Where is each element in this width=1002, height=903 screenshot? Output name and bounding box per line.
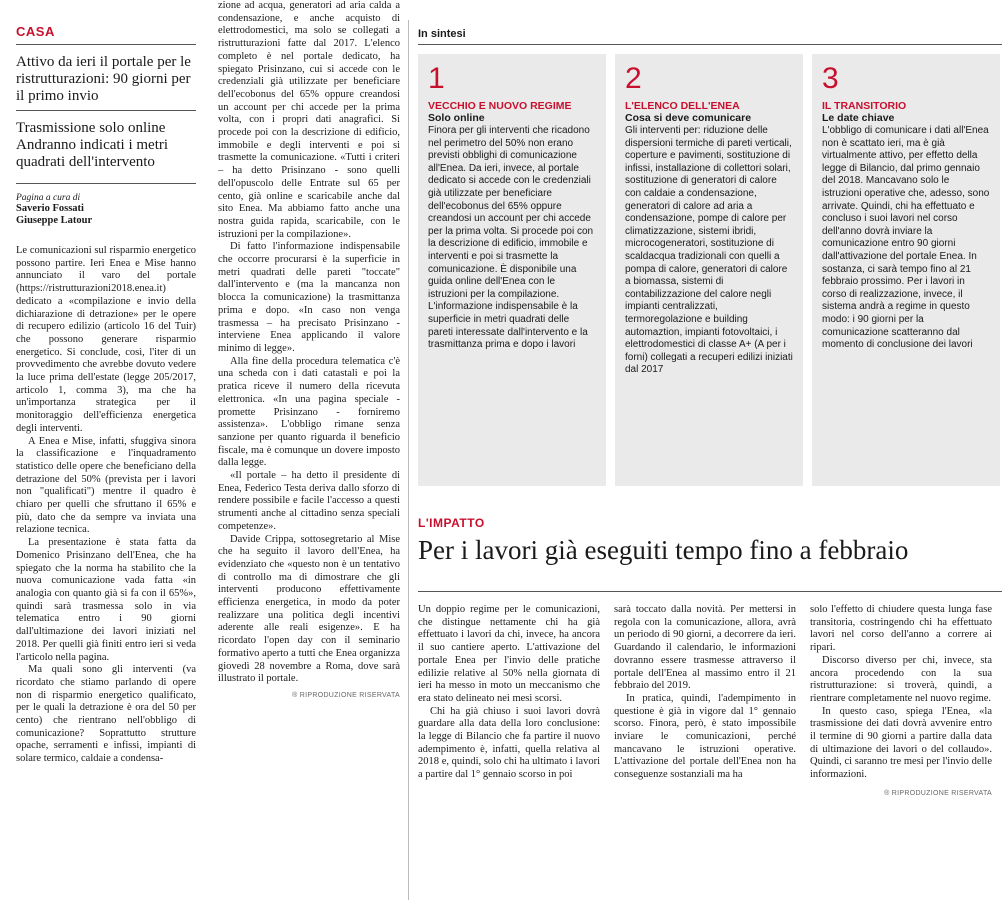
card-number: 1 — [428, 62, 445, 95]
card-number: 3 — [822, 62, 839, 95]
impatto-column — [418, 604, 600, 782]
paragraph: Discorso diverso per chi, invece, sta ancora procedendo con la sua ristrutturazione: si troverà, quindi, a rientrare completamente nel nuovo regime. — [810, 654, 992, 704]
paragraph: Davide Crippa, sottosegretario al Mise che ha seguito il lavoro dell'Enea, ha evidenziato che «questo non è un tentativo di controllo ma di dimostrare che gli interventi producono effettivamente efficienza energetica, in modo da poter realizzare una politica degli incentivi aderente alle reali esigenze». E ha ricordato l'open day con il seminario formativo aperto a tutti che Enea organizza giovedì 28 novembre a Roma, dove sarà illustrato il portale. — [218, 533, 400, 685]
section-tag: CASA — [16, 24, 55, 39]
paragraph: Di fatto l'informazione indispensabile che occorre procurarsi è la superficie in metri quadrati delle pareti "toccate" dall'intervento e (ma la mancanza non blocca la comunicazione) la trasmittanza prima e dopo. «In caso non venga trasmessa – ha precisato Prisinzano - interviene Enea applicando il valore minimo di legge». — [218, 241, 400, 354]
paragraph: La presentazione è stata fatta da Domenico Prisinzano dell'Enea, che ha spiegato che la norma ha stabilito che la nuova comunicazione vada fatta «in analogia con quanto già si fa con il 65%», quindi sarà trasmessa solo in via telematica entro i 90 giorni dall'ultimazione dei lavori iniziati nel 2018. Per quelli già finiti entro ieri si veda l'articolo nella pagina. — [16, 537, 196, 663]
article-body — [16, 245, 196, 766]
divider — [16, 44, 196, 45]
paragraph: Ma quali sono gli interventi (va ricordato che stiamo parlando di opere non di risparmio energetico qualificato, per le quali la detrazione è ora del 50 per cento) che rientrano nell'obbligo di comunicazione? Soprattutto strutture opache, serramenti e infissi, impianti di solare termico, caldaie a condensa- — [16, 664, 196, 765]
card-subtitle: Le date chiave — [822, 112, 895, 124]
paragraph: «Il portale – ha detto il presidente di Enea, Federico Testa deriva dallo sforzo di rendere possibile e facile l'accesso a questi strumenti anche al cittadino senza speciali competenze». — [218, 470, 400, 532]
paragraph: A Enea e Mise, infatti, sfuggiva sinora la classificazione e l'inquadramento statistico delle opere che beneficiano della detrazione del 50% (prevista per i lavori non "qualificati") mentre il quadro è chiaro per quelli che sfruttano il 65% e più, dato che da sempre va inviata una relazione tecnica. — [16, 435, 196, 536]
divider — [16, 183, 196, 184]
paragraph: zione ad acqua, generatori ad aria calda a condensazione, e anche acquisto di elettrodomestici, ma solo se collegati a ristrutturazioni fatte dal 2017. L'elenco completo è nel portale dedicato, ha spiegato Prisinzano, cui si accede con le credenziali già utilizzate per beneficiare dell'ecobonus del 65% oppure creandosi un account per chi accede per la prima volta, con i propri dati anagrafici. Si procede poi con la descrizione di edificio, immobile e degli interventi e poi si trasmette la comunicazione. «Tutti i criteri – ha detto Prisinzano - sono quelli dell'opuscolo delle Entrate sul 65 per cento, già online e scaricabile anche dal sito Enea. Ma abbiamo fatto anche una nostra guida rapida, scaricabile, con le istruzioni per la compilazione». — [218, 0, 400, 240]
article-body-continued — [218, 0, 400, 703]
paragraph: Un doppio regime per le comunicazioni, che distingue nettamente chi ha già effettuato i lavori da chi, invece, ha ancora il suo cantiere aperto. L'attivazione del portale Enea per l'invio delle pratiche edilizie relative al 50% nella giornata di ieri ha messo in moto un meccanismo che era stato delineato nei mesi scorsi. — [418, 604, 600, 704]
paragraph: Chi ha già chiuso i suoi lavori dovrà guardare alla data della loro conclusione: la legge di Bilancio che fa partire il nuovo adempimento è, infatti, quella relativa al 2018 e, quindi, solo chi ha ultimato i lavori a partire dal 1° gennaio scorso in poi — [418, 705, 600, 781]
impatto-tag: L'IMPATTO — [418, 516, 485, 530]
sub-headline: Trasmissione solo online Andranno indicati i metri quadrati dell'intervento — [16, 120, 169, 170]
byline-label: Pagina a cura di — [16, 193, 81, 203]
author-name: Giuseppe Latour — [16, 215, 93, 226]
card-caption: VECCHIO E NUOVO REGIME — [428, 100, 572, 112]
card-text: Finora per gli interventi che ricadono nel perimetro del 50% non erano previsti obblighi di comunicazione all'Enea. Da ieri, invece, al portale dedicato si accede con le credenziali già utilizzate per beneficiare dell'ecobonus del 65% oppure creandosi un account per chi accede per la prima volta. Si procede poi con la descrizione di edificio, immobile e interventi e poi si trasmette la comunicazione. È disponibile una guida online dell'Enea con le istruzioni per la compilazione. L'informazione indispensabile è la superficie in metri quadrati delle pareti interessate dall'intervento e la trasmittanza prima e dopo i lavori — [428, 125, 594, 351]
card-number: 2 — [625, 62, 642, 95]
divider — [16, 110, 196, 111]
impatto-column — [810, 604, 992, 801]
main-headline: Attivo da ieri il portale per le ristrutturazioni: 90 giorni per il primo invio — [16, 54, 191, 104]
card-text: Gli interventi per: riduzione delle dispersioni termiche di pareti verticali, coperture e pavimenti, sostituzione di infissi, installazione di collettori solari, sostituzione di generatori di calore con caldaie a condensazione, generatori di calore ad aria a condensazione, pompe di calore per climatizzazione, sistemi ibridi, microcogeneratori, sostituzione di scaldacqua tradizionali con quelli a pompa di calore, generatori di calore a biomassa, sistemi di contabilizzazione del calore negli impianti centralizzati, termoregolazione e building automaztion, impianti fotovoltaici, i elettrodomestici di classe A+ (A per i forni) collegati a recuperi edilizi iniziati dal 2017 — [625, 125, 793, 376]
author-name: Saverio Fossati — [16, 203, 84, 214]
summary-card — [615, 54, 803, 486]
left-column — [16, 24, 196, 766]
paragraph: Alla fine della procedura telematica c'è una scheda con i dati catastali e poi la pratica riceve il numero della ricevuta elettronica. «In una pagina speciale - promette Prisinzano - forniremo assistenza». L'obbligo rimane senza sanzione per quanto riguarda il beneficio fiscale, ma è comunque un dovere imposto dalla legge. — [218, 355, 400, 469]
card-subtitle: Solo online — [428, 112, 485, 124]
divider — [418, 44, 1002, 45]
impatto-headline: Per i lavori già eseguiti tempo fino a febbraio — [418, 535, 909, 565]
card-caption: IL TRANSITORIO — [822, 100, 907, 112]
paragraph: sarà toccato dalla novità. Per mettersi in regola con la comunicazione, allora, avrà un periodo di 90 giorni, a decorrere da ieri. Guardando il calendario, le informazioni dovranno essere trasmesse attraverso il portale dell'Enea al massimo entro il 21 febbraio del 2019. — [614, 604, 796, 692]
paragraph: In questo caso, spiega l'Enea, «la trasmissione dei dati dovrà avvenire entro il termine di 90 giorni a partire dalla data di ultimazione dei lavori o del collaudo». Quindi, ci saranno tre mesi per l'invio delle informazioni. — [810, 705, 992, 781]
card-subtitle: Cosa si deve comunicare — [625, 112, 752, 124]
paragraph: Le comunicazioni sul risparmio energetico possono partire. Ieri Enea e Mise hanno annunciato il varo del portale (https://ristrutturazioni2018.enea.it) dedicato a «compilazione e invio della dichiarazione di detrazione» per le opere di recupero edilizio (articolo 16 del Tuir) che possono generare risparmio energetico. Si conclude, così, l'iter di un provvedimento che avrebbe dovuto vedere la luce prima dell'estate (legge 205/2017, articolo 1, comma 3), ma che ha un'importanza strategica per il monitoraggio dell'efficienza energetica degli interventi. — [16, 245, 196, 434]
sintesi-title: In sintesi — [418, 28, 466, 40]
divider — [418, 591, 1002, 592]
impatto-column — [614, 604, 796, 782]
paragraph: solo l'effetto di chiudere questa lunga fase transitoria, costringendo chi ha effettuato lavori nel corso dell'anno a correre ai ripari. — [810, 604, 992, 654]
column-divider — [408, 20, 409, 900]
summary-card — [418, 54, 606, 486]
card-text: L'obbligo di comunicare i dati all'Enea non è scattato ieri, ma è già virtualmente attivo, per effetto della legge di Bilancio, dal primo gennaio del 2018. Mancavano solo le istruzioni operative che, adesso, sono arrivate. Quindi, chi ha effettuato e concluso i suoi lavori nel corso dell'anno dovrà inviare la comunicazione entro 90 giorni dall'attivazione del portale Enea. In sostanza, ci sarà tempo fino al 21 febbraio prossimo. Per i lavori in corso di realizzazione, invece, il sistema andrà a regime in questo modo: i 90 giorni per la comunicazione scatteranno dal momento di conclusione dei lavori — [822, 125, 990, 351]
summary-card — [812, 54, 1000, 486]
copyright-note: ® RIPRODUZIONE RISERVATA — [292, 691, 400, 699]
copyright-note: ® RIPRODUZIONE RISERVATA — [884, 789, 992, 797]
paragraph: In pratica, quindi, l'adempimento in questione è già in vigore dal 1° gennaio scorso. Finora, però, è stato impossibile inviare le comunicazioni, perché mancavano le istruzioni operative. L'attivazione del portale dell'Enea non ha conseguenze sostanziali ma ha — [614, 692, 796, 781]
card-caption: L'ELENCO DELL'ENEA — [625, 100, 740, 112]
